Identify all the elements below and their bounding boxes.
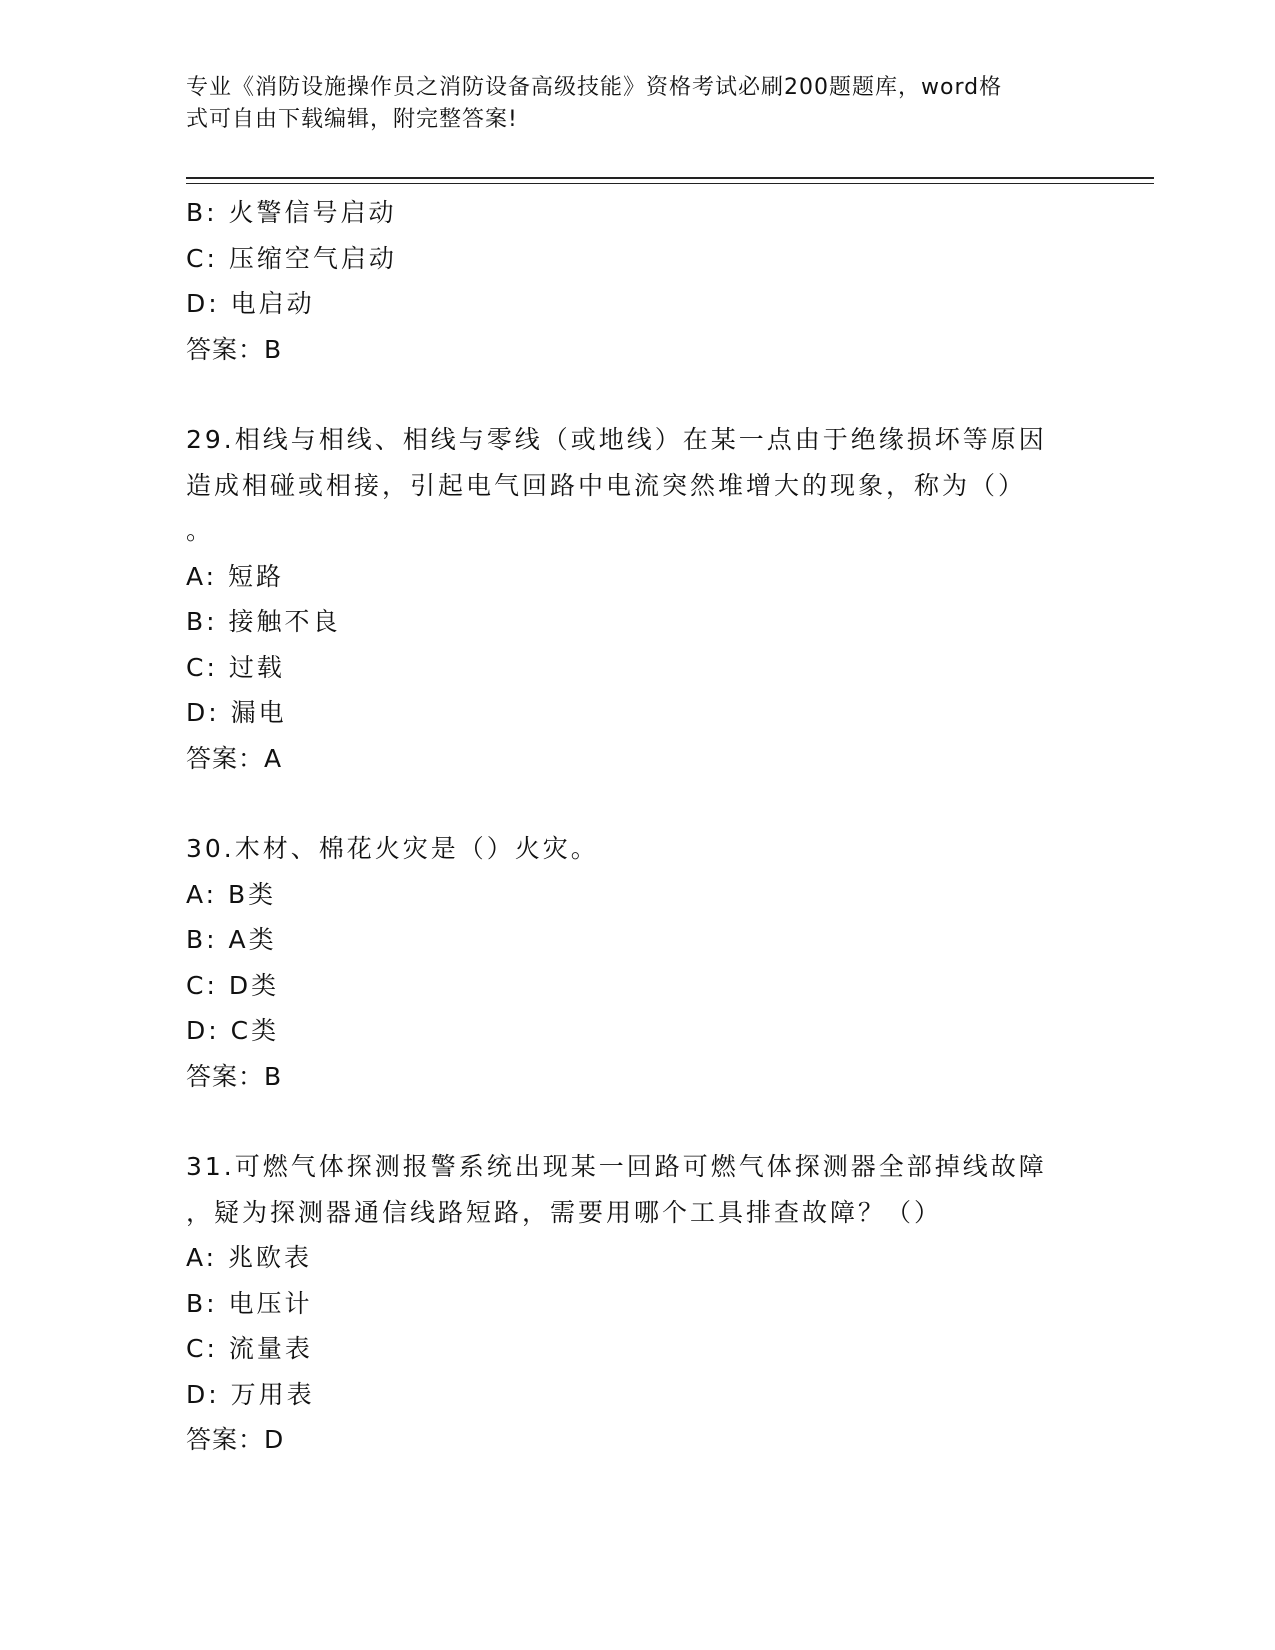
- question-list: [186, 190, 1086, 1463]
- question-stem-line: 31.可燃气体探测报警系统出现某一回路可燃气体探测器全部掉线故障: [186, 1152, 1047, 1181]
- option-d: D: 万用表: [186, 1379, 315, 1409]
- answer: 答案：D: [186, 1425, 285, 1454]
- question-31: [186, 1144, 1086, 1463]
- option-c: C: 流量表: [186, 1334, 313, 1363]
- answer: 答案：A: [186, 743, 283, 773]
- question-block-28-tail: [186, 190, 1086, 372]
- option-d: D: 电启动: [186, 289, 315, 318]
- option-b: B: 火警信号启动: [186, 198, 397, 227]
- option-c: C: 压缩空气启动: [186, 243, 397, 273]
- question-30: [186, 826, 1086, 1099]
- answer: 答案：B: [186, 1061, 283, 1091]
- option-b: B: 电压计: [186, 1288, 313, 1318]
- question-stem-line: 造成相碰或相接，引起电气回路中电流突然堆增大的现象，称为（）: [186, 470, 1027, 500]
- option-d: D: 漏电: [186, 698, 287, 727]
- document-header: [186, 72, 1066, 136]
- header-rule-thin: [186, 183, 1154, 184]
- option-a: A: B类: [186, 879, 277, 909]
- option-b: B: A类: [186, 925, 277, 954]
- question-stem-line: ，疑为探测器通信线路短路，需要用哪个工具排查故障？（）: [186, 1197, 943, 1227]
- header-rule-thick: [186, 177, 1154, 179]
- answer: 答案：B: [186, 334, 283, 364]
- option-c: C: 过载: [186, 652, 285, 682]
- option-a: A: 兆欧表: [186, 1243, 313, 1272]
- question-stem-line: 30.木材、棉花火灾是（）火灾。: [186, 834, 599, 863]
- option-b: B: 接触不良: [186, 607, 341, 636]
- question-stem-line: 29.相线与相线、相线与零线（或地线）在某一点由于绝缘损坏等原因: [186, 425, 1047, 454]
- question-stem-line: 。: [186, 516, 215, 545]
- option-c: C: D类: [186, 970, 280, 1000]
- option-a: A: 短路: [186, 561, 285, 591]
- option-d: D: C类: [186, 1016, 280, 1045]
- header-line-2: 式可自由下载编辑，附完整答案!: [186, 107, 518, 132]
- question-29: [186, 417, 1086, 781]
- header-line-1: 专业《消防设施操作员之消防设备高级技能》资格考试必刷200题题库，word格: [186, 75, 1003, 100]
